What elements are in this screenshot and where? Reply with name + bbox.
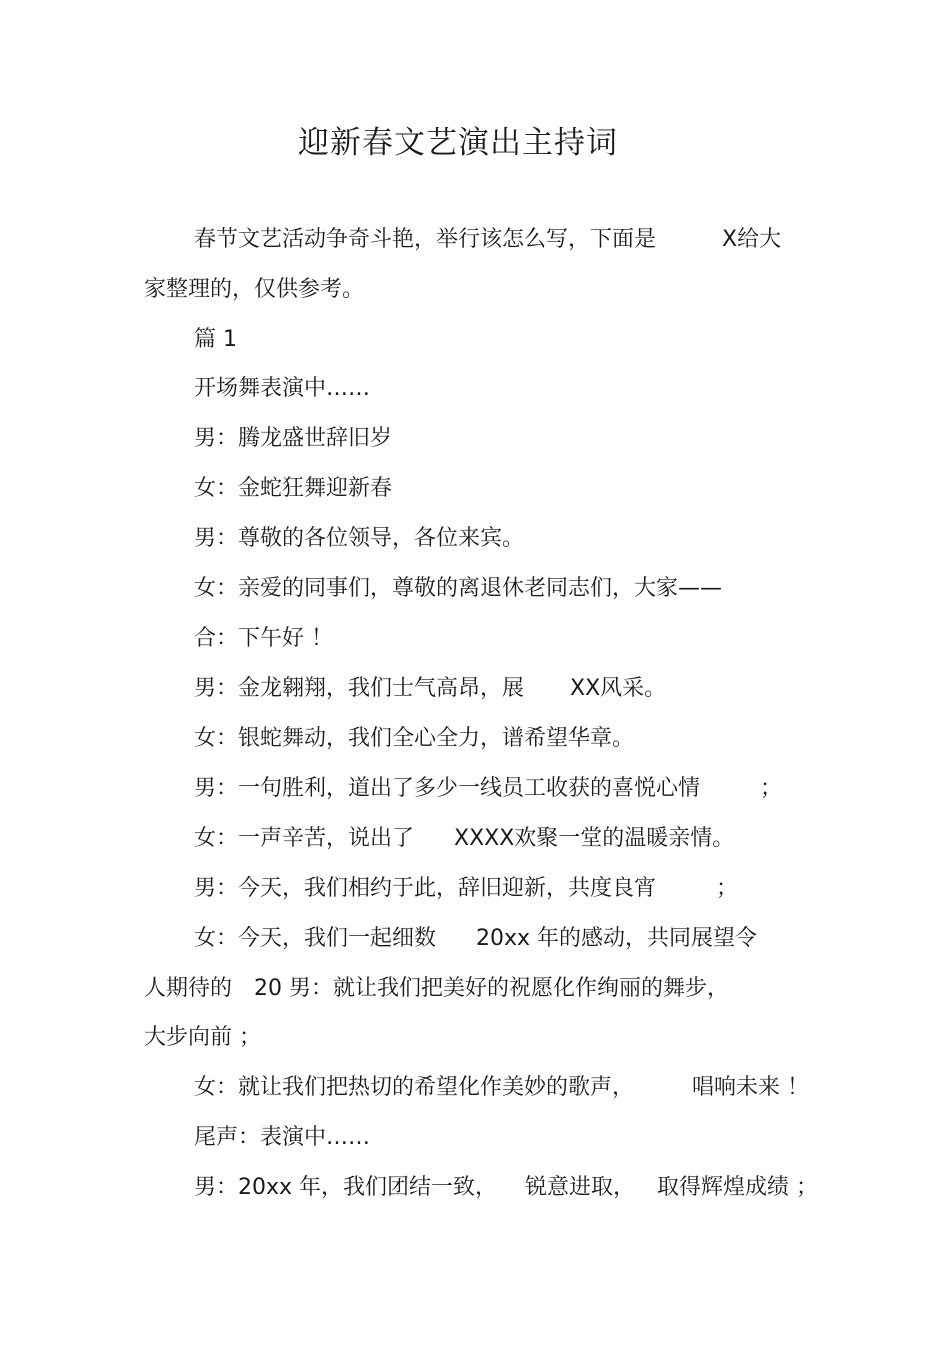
- line-text: 合：下午好 ！: [194, 626, 333, 651]
- line-text: 人期待的: [144, 976, 233, 1001]
- paragraph-line: [194, 224, 781, 256]
- paragraph-line: [194, 623, 333, 655]
- paragraph-line: [194, 1122, 370, 1154]
- line-text-c: 取得辉煌成绩 ；: [657, 1175, 819, 1200]
- paragraph-line: [194, 573, 722, 605]
- paragraph-line: [194, 923, 757, 955]
- line-text: 女：今天，我们一起细数: [194, 926, 437, 951]
- line-text: 男：金龙翱翔，我们士气高昂，展: [194, 676, 525, 701]
- line-text-b: 20xx 年的感动，共同展望令: [476, 926, 758, 951]
- line-text: 篇 1: [194, 327, 237, 352]
- line-text: 家整理的，仅供参考。: [144, 277, 365, 302]
- paragraph-line: [194, 373, 370, 405]
- line-text: 女：就让我们把热切的希望化作美妙的歌声，: [194, 1075, 635, 1100]
- line-text: 女：一声辛苦，说出了: [194, 826, 415, 851]
- line-text: 女：亲爱的同事们，尊敬的离退休老同志们，大家——: [194, 576, 723, 601]
- line-text: 尾声：表演中……: [194, 1125, 371, 1150]
- line-text: 男：今天，我们相约于此，辞旧迎新，共度良宵: [194, 876, 657, 901]
- paragraph-line: [144, 1022, 261, 1054]
- paragraph-line: [194, 423, 392, 455]
- paragraph-line: [144, 973, 729, 1005]
- paragraph-line: [194, 723, 634, 755]
- line-text: 男：一句胜利，道出了多少一线员工收获的喜悦心情: [194, 776, 701, 801]
- paragraph-line: [194, 773, 782, 805]
- paragraph-line: [194, 473, 392, 505]
- document-title: 迎新春文艺演出主持词: [298, 125, 618, 161]
- paragraph-line: [194, 823, 734, 855]
- paragraph-line: [194, 1172, 818, 1204]
- line-text-b: ；: [716, 876, 739, 901]
- line-text: 大步向前 ；: [144, 1025, 261, 1050]
- paragraph-line: [194, 523, 524, 555]
- paragraph-line: [194, 873, 738, 905]
- line-text-b: 唱响未来 ！: [692, 1075, 810, 1100]
- line-text: 女：银蛇舞动，我们全心全力，谱希望华章。: [194, 726, 635, 751]
- section-heading: [194, 324, 237, 356]
- line-text: 男：尊敬的各位领导，各位来宾。: [194, 526, 525, 551]
- line-text: 男：腾龙盛世辞旧岁: [194, 426, 393, 451]
- line-text: 男：20xx 年，我们团结一致，: [194, 1175, 498, 1200]
- line-text-b: X给大: [722, 227, 782, 252]
- line-text-b: XX风采。: [570, 676, 667, 701]
- line-text-b: 锐意进取，: [525, 1175, 636, 1200]
- line-text-b: ；: [760, 776, 783, 801]
- line-text: 开场舞表演中……: [194, 376, 371, 401]
- line-text-b: XXXX欢聚一堂的温暖亲情。: [454, 826, 735, 851]
- paragraph-line: [194, 1072, 809, 1104]
- paragraph-line: [144, 274, 364, 306]
- line-text: 女：金蛇狂舞迎新春: [194, 476, 393, 501]
- line-text-b: 20 男：就让我们把美好的祝愿化作绚丽的舞步，: [254, 976, 730, 1001]
- line-text: 春节文艺活动争奇斗艳，举行该怎么写，下面是: [194, 227, 657, 252]
- paragraph-line: [194, 673, 666, 705]
